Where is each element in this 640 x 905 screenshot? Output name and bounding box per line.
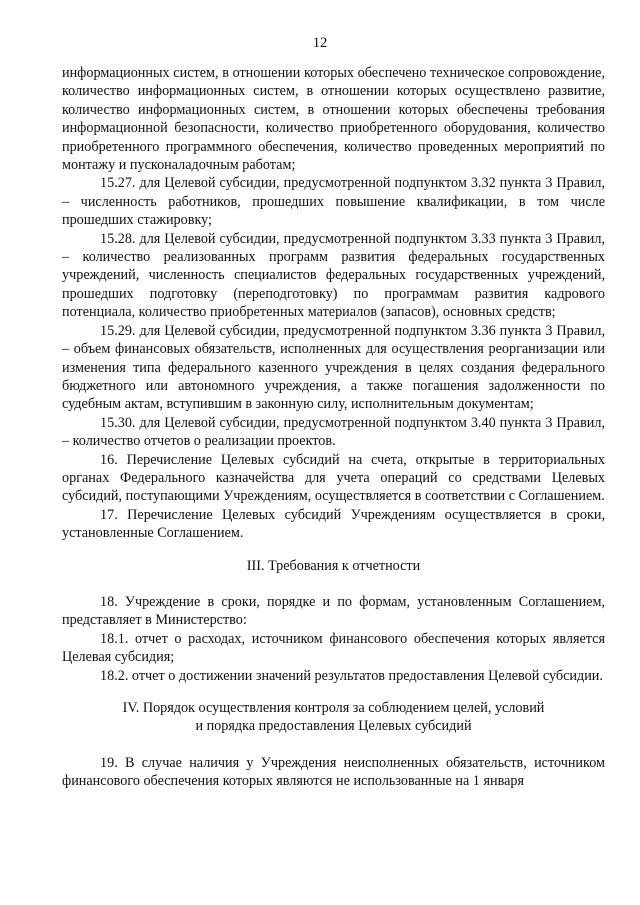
paragraph-15-30: 15.30. для Целевой субсидии, предусмотренной подпунктом 3.40 пункта 3 Правил, – количество отчетов о реализации проектов. bbox=[62, 414, 605, 450]
paragraph-17: 17. Перечисление Целевых субсидий Учреждениям осуществляется в сроки, установленные Соглашением. bbox=[62, 506, 605, 542]
paragraph-18-2: 18.2. отчет о достижении значений результатов предоставления Целевой субсидии. bbox=[100, 667, 603, 684]
paragraph-continuation: информационных систем, в отношении которых обеспечено техническое сопровождение, количество информационных систем, в отношении которых осуществлено развитие, количество информационных систем, в отношении которых обеспечены требования информационной безопасности, количество приобретенного оборудования, количество приобретенного программного обеспечения, количество проведенных мероприятий по монтажу и пусконаладочным работам; bbox=[62, 65, 605, 174]
section-4-heading-line-2: и порядка предоставления Целевых субсидий bbox=[195, 718, 472, 735]
paragraph-16: 16. Перечисление Целевых субсидий на счета, открытые в территориальных органах Федерального казначейства для учета операций со средствами Целевых субсидий, поступающими Учреждениям, осуществляется в соответствии с Соглашением. bbox=[62, 451, 605, 505]
page-number: 12 bbox=[312, 35, 328, 51]
paragraph-15-29: 15.29. для Целевой субсидии, предусмотренной подпунктом 3.36 пункта 3 Правил, – объем финансовых обязательств, исполненных для осуществления реорганизации или изменения типа федерального казенного учреждения в целях создания федерального бюджетного или автономного учреждения, а также погашения задолженности по судебным актам, вступившим в законную силу, исполнительным документам; bbox=[62, 322, 605, 413]
section-4-heading-line-1: IV. Порядок осуществления контроля за соблюдением целей, условий bbox=[122, 700, 545, 716]
paragraph-15-28: 15.28. для Целевой субсидии, предусмотренной подпунктом 3.33 пункта 3 Правил, – количество реализованных программ развития федеральных государственных учреждений, численность специалистов федеральных государственных учреждений, прошедших подготовку (переподготовку) по программам развития кадрового потенциала, количество приобретенных материалов (запасов), основных средств; bbox=[62, 230, 605, 321]
document-body bbox=[62, 64, 605, 791]
paragraph-18: 18. Учреждение в сроки, порядке и по формам, установленным Соглашением, представляет в Министерство: bbox=[62, 593, 605, 629]
paragraph-19: 19. В случае наличия у Учреждения неисполненных обязательств, источником финансового обеспечения которых являются не использованные на 1 января bbox=[62, 754, 605, 790]
paragraph-15-27: 15.27. для Целевой субсидии, предусмотренной подпунктом 3.32 пункта 3 Правил, – численность работников, прошедших повышение квалификации, в том числе прошедших стажировку; bbox=[62, 175, 605, 229]
section-3-heading: III. Требования к отчетности bbox=[246, 557, 421, 574]
paragraph-18-1: 18.1. отчет о расходах, источником финансового обеспечения которых является Целевая субсидия; bbox=[62, 630, 605, 666]
